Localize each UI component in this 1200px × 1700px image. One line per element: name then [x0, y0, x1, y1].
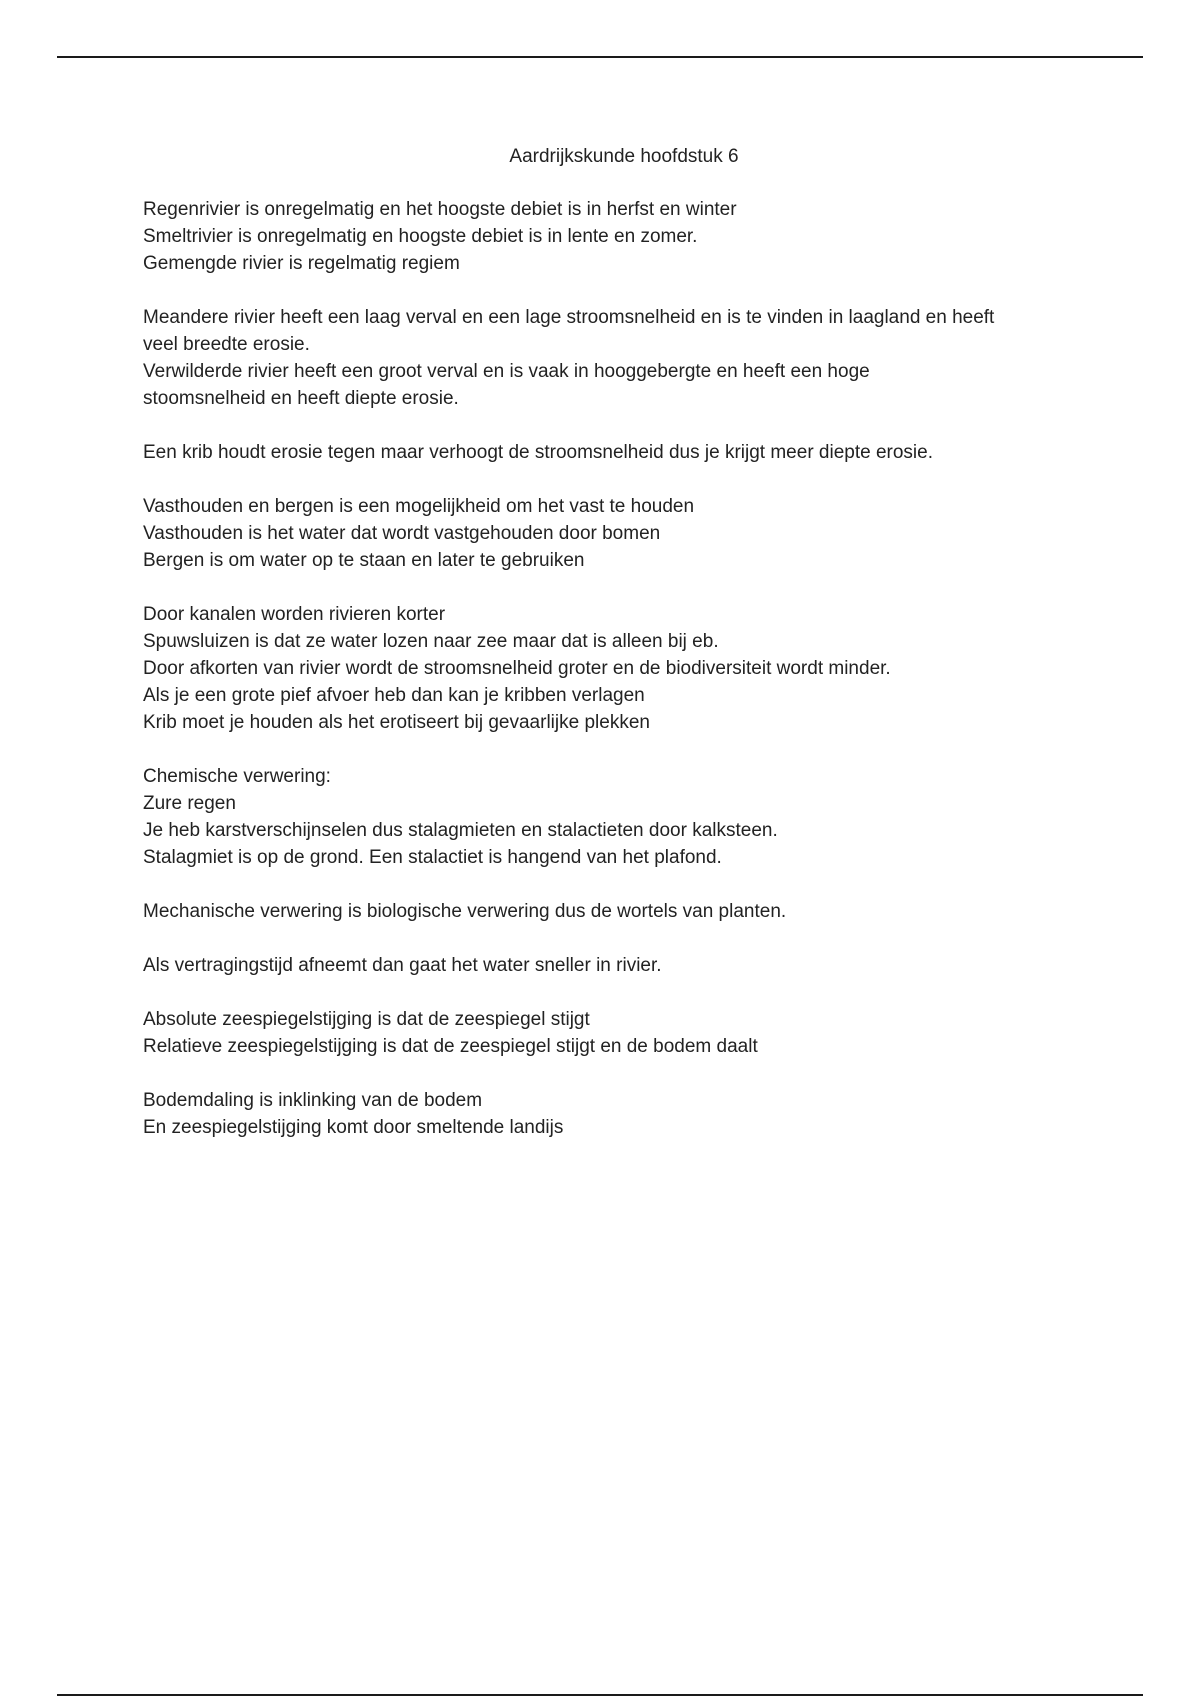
text-line: Mechanische verwering is biologische verwering dus de wortels van planten.	[143, 901, 787, 922]
paragraph	[143, 1087, 1083, 1141]
text-line: Spuwsluizen is dat ze water lozen naar zee maar dat is alleen bij eb.	[143, 631, 719, 652]
text-line: Verwilderde rivier heeft een groot verval en is vaak in hooggebergte en heeft een hoge	[143, 361, 870, 382]
text-line: Door kanalen worden rivieren korter	[143, 604, 446, 625]
text-line: Vasthouden en bergen is een mogelijkheid om het vast te houden	[143, 496, 695, 517]
text-line: Gemengde rivier is regelmatig regiem	[143, 253, 460, 274]
text-line: veel breedte erosie.	[143, 334, 310, 355]
text-line: Relatieve zeespiegelstijging is dat de zeespiegel stijgt en de bodem daalt	[143, 1036, 758, 1057]
page-title: Aardrijkskunde hoofdstuk 6	[509, 146, 739, 167]
text-line: Smeltrivier is onregelmatig en hoogste debiet is in lente en zomer.	[143, 226, 698, 247]
paragraph	[143, 763, 1083, 871]
paragraph	[143, 1006, 1083, 1060]
text-line: Krib moet je houden als het erotiseert bij gevaarlijke plekken	[143, 712, 650, 733]
text-line: Stalagmiet is op de grond. Een stalactiet is hangend van het plafond.	[143, 847, 722, 868]
text-line: Meandere rivier heeft een laag verval en een lage stroomsnelheid en is te vinden in laagland en heeft	[143, 307, 995, 328]
text-line: Vasthouden is het water dat wordt vastgehouden door bomen	[143, 523, 661, 544]
paragraph	[143, 196, 1083, 277]
text-line: Als je een grote pief afvoer heb dan kan je kribben verlagen	[143, 685, 645, 706]
text-line: Door afkorten van rivier wordt de stroomsnelheid groter en de biodiversiteit wordt minder.	[143, 658, 891, 679]
paragraph	[143, 601, 1083, 736]
text-line: Regenrivier is onregelmatig en het hoogste debiet is in herfst en winter	[143, 199, 737, 220]
paragraph	[143, 439, 1083, 466]
text-line: Absolute zeespiegelstijging is dat de zeespiegel stijgt	[143, 1009, 590, 1030]
text-line: Zure regen	[143, 793, 236, 814]
text-line: Je heb karstverschijnselen dus stalagmieten en stalactieten door kalksteen.	[143, 820, 778, 841]
paragraph	[143, 304, 1083, 412]
text-line: En zeespiegelstijging komt door smeltende landijs	[143, 1117, 564, 1138]
paragraph	[143, 493, 1083, 574]
document-body	[143, 196, 1083, 1168]
text-line: stoomsnelheid en heeft diepte erosie.	[143, 388, 459, 409]
text-line: Chemische verwering:	[143, 766, 331, 787]
text-line: Een krib houdt erosie tegen maar verhoogt de stroomsnelheid dus je krijgt meer diepte erosie.	[143, 442, 933, 463]
text-line: Als vertragingstijd afneemt dan gaat het water sneller in rivier.	[143, 955, 662, 976]
text-line: Bergen is om water op te staan en later te gebruiken	[143, 550, 585, 571]
header-rule	[57, 56, 1143, 58]
text-line: Bodemdaling is inklinking van de bodem	[143, 1090, 483, 1111]
paragraph	[143, 898, 1083, 925]
footer-rule	[57, 1694, 1143, 1696]
paragraph	[143, 952, 1083, 979]
